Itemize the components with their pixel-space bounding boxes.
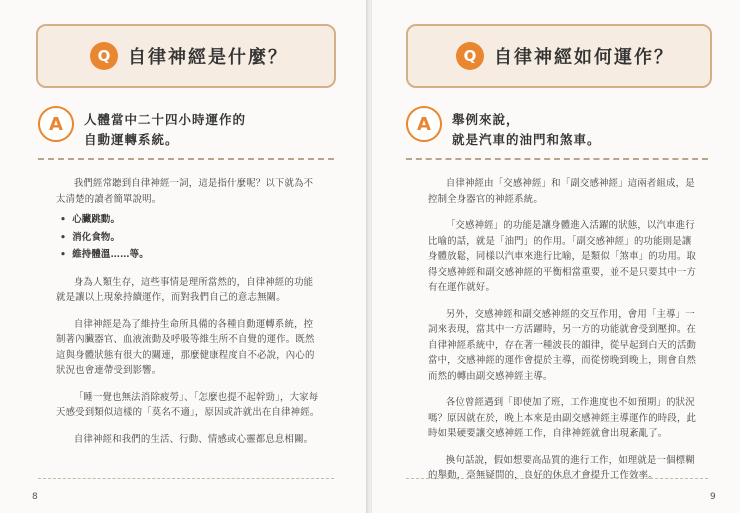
bullet-item: • 心臟跳動。 [60, 212, 320, 228]
paragraph: 另外，交感神經和副交感神經的交互作用，會用「主導」一詞來表現，當其中一方活躍時，另一方的功能就會受到壓抑。在自律神經系統中，存在著一種波長的韻律，從早起到白天的活動當中，交感神經的運作會提於主導，而從傍晚到晚上，則會自然而然的轉由副交感神經主導。 [428, 308, 697, 382]
a-badge-icon: A [38, 106, 74, 142]
answer-text [452, 110, 601, 150]
body-text [428, 176, 700, 495]
answer-line: 自動運轉系統。 [84, 132, 179, 147]
bullet-list [60, 212, 320, 263]
paragraph: 換句話說，假如想要高品質的進行工作，如理就是一個標糊的舉動，毫無疑問的，良好的休息才會提升工作效率。 [428, 454, 695, 481]
paragraph: 「交感神經」的功能是讓身體進入活躍的狀態，以汽車進行比喻的話，就是「油門」的作用。「副交感神經」的功能則是讓身體放鬆，同樣以汽車來進行比喻，是類似「煞車」的功用。取得交感神經和副交感神經的平衡相當重要，並不是只要其中一方有在運作就好。 [428, 220, 697, 293]
answer-line: 舉例來說， [452, 112, 520, 127]
bottom-dashed-divider [38, 478, 334, 479]
paragraph: 「睡一覺也無法消除疲勞」、「怎麼也提不起幹勁」，大家每天感受到類似這樣的「莫名不適」，原因或許就出在自律神經。 [56, 391, 320, 418]
question-title: 自律神經如何運作？ [494, 47, 674, 68]
dashed-divider [38, 158, 334, 160]
paragraph: 自律神經和我們的生活、行動、情感或心靈都息息相關。 [73, 433, 314, 445]
page-number: 8 [32, 492, 38, 502]
a-badge-icon: A [406, 106, 442, 142]
answer-line: 人體當中二十四小時運作的 [84, 112, 247, 127]
paragraph: 自律神經由「交感神經」和「副交感神經」這兩者組成，是控制全身器官的神經系統。 [428, 178, 695, 205]
left-page [0, 0, 368, 513]
question-title: 自律神經是什麼？ [128, 47, 288, 68]
bullet-item: • 消化食物。 [60, 230, 320, 246]
page-number: 9 [710, 492, 716, 502]
bullet-item: • 維持體溫……等。 [60, 247, 320, 263]
paragraph: 身為人類生存，這些事情是理所當然的，自律神經的功能就是讓以上現象持續運作，而對我們自己的意志無關。 [56, 276, 314, 303]
paragraph: 各位曾經遇到「即使加了班，工作進度也不如預期」的狀況嗎？原因就在於，晚上本來是由副交感神經主導運作的時段，此時如果硬要讓交感神經工作，自律神經就會出現紊亂了。 [428, 397, 697, 439]
answer-line: 就是汽車的油門和煞車。 [452, 132, 601, 147]
right-page [372, 0, 740, 513]
answer-block [38, 106, 246, 150]
q-badge-icon: Q [90, 42, 118, 70]
bottom-dashed-divider [406, 478, 708, 479]
answer-text [84, 110, 246, 150]
answer-block [406, 106, 601, 150]
body-text [56, 176, 320, 458]
paragraph: 我們經常聽到自律神經一詞，這是指什麼呢？以下就為不太清楚的讀者簡單說明。 [56, 178, 314, 205]
question-banner [36, 24, 336, 88]
dashed-divider [406, 158, 708, 160]
paragraph: 自律神經是為了維持生命所具備的各種自動運轉系統，控制著內臟器官、血液流動及呼吸等維生所不自覺的運作。既然這與身體狀態有很大的關連，那麼健康程度自不必說，內心的狀況也會連帶受到影響。 [56, 318, 315, 376]
question-banner [406, 24, 712, 88]
q-badge-icon: Q [456, 42, 484, 70]
